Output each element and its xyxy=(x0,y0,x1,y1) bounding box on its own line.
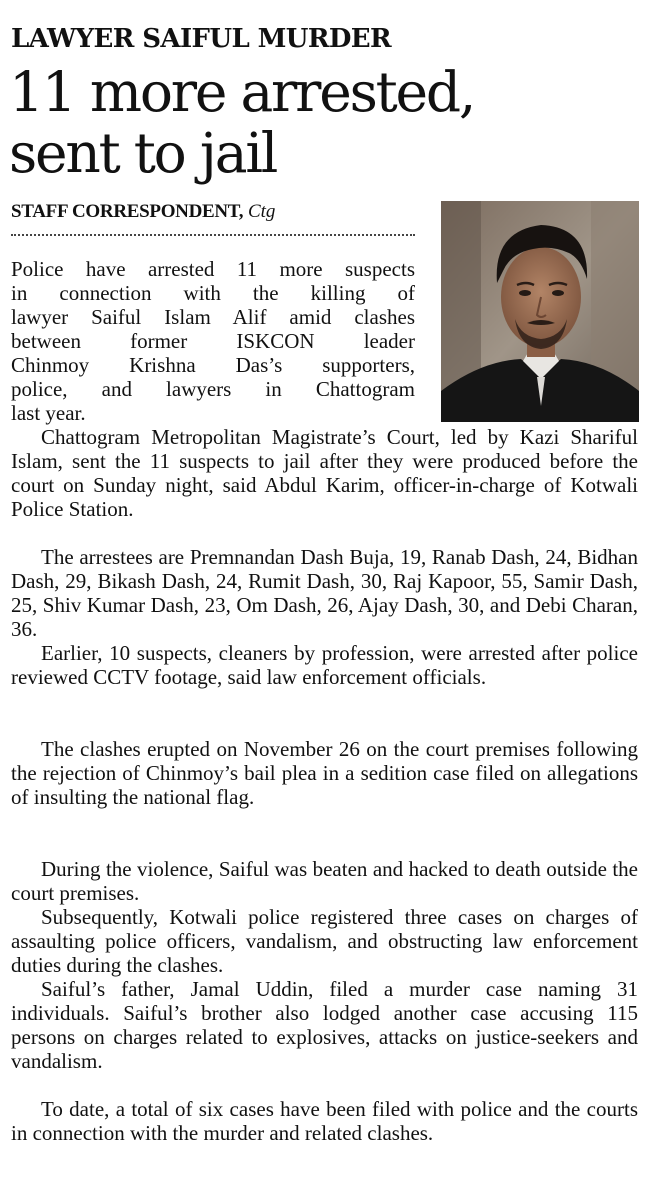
body-paragraph: To date, a total of six cases have been filed with police and the courts in connection with the murder and related clashes. xyxy=(11,1097,638,1145)
intro-line: Chinmoy Krishna Das’s supporters, xyxy=(11,353,415,377)
body-paragraph: The clashes erupted on November 26 on the court premises following the rejection of Chinmoy’s bail plea in a sedition case filed on allegations of insulting the national flag. xyxy=(11,737,638,809)
dotted-divider xyxy=(11,234,415,236)
body-paragraph: Subsequently, Kotwali police registered three cases on charges of assaulting police officers, vandalism, and obstructing law enforcement duties during the clashes. xyxy=(11,905,638,977)
intro-line: in connection with the killing of xyxy=(11,281,415,305)
byline xyxy=(11,200,275,224)
headline: 11 more arrested, sent to jail xyxy=(9,60,475,185)
body-paragraph: During the violence, Saiful was beaten and hacked to death outside the court premises. xyxy=(11,857,638,905)
byline-location: Ctg xyxy=(247,201,276,222)
intro-line: lawyer Saiful Islam Alif amid clashes xyxy=(11,305,415,329)
body-paragraph: Chattogram Metropolitan Magistrate’s Court, led by Kazi Shariful Islam, sent the 11 suspects to jail after they were produced before the court on Sunday night, said Abdul Karim, officer-in-charge of Kotwali Police Station. xyxy=(11,425,638,521)
body-paragraph: The arrestees are Premnandan Dash Buja, 19, Ranab Dash, 24, Bidhan Dash, 29, Bikash Dash, 24, Rumit Dash, 30, Raj Kapoor, 55, Samir Dash, 25, Shiv Kumar Dash, 23, Om Dash, 26, Ajay Dash, 30, and Debi Charan, 36. xyxy=(11,545,638,641)
intro-line: Police have arrested 11 more suspects xyxy=(11,257,415,281)
body-paragraph: Saiful’s father, Jamal Uddin, filed a murder case naming 31 individuals. Saiful’s brother also lodged another case accusing 115 persons on charges related to explosives, attacks on justice-seekers and vandalism. xyxy=(11,977,638,1073)
intro-line: police, and lawyers in Chattogram xyxy=(11,377,415,401)
byline-author: STAFF CORRESPONDENT, xyxy=(11,201,244,222)
portrait-illustration xyxy=(441,201,639,422)
kicker: LAWYER SAIFUL MURDER xyxy=(11,24,392,54)
portrait-photo xyxy=(441,201,639,422)
intro-line: between former ISKCON leader xyxy=(11,329,415,353)
intro-line: last year. xyxy=(11,401,86,425)
body-paragraph: Earlier, 10 suspects, cleaners by profession, were arrested after police reviewed CCTV footage, said law enforcement officials. xyxy=(11,641,638,689)
